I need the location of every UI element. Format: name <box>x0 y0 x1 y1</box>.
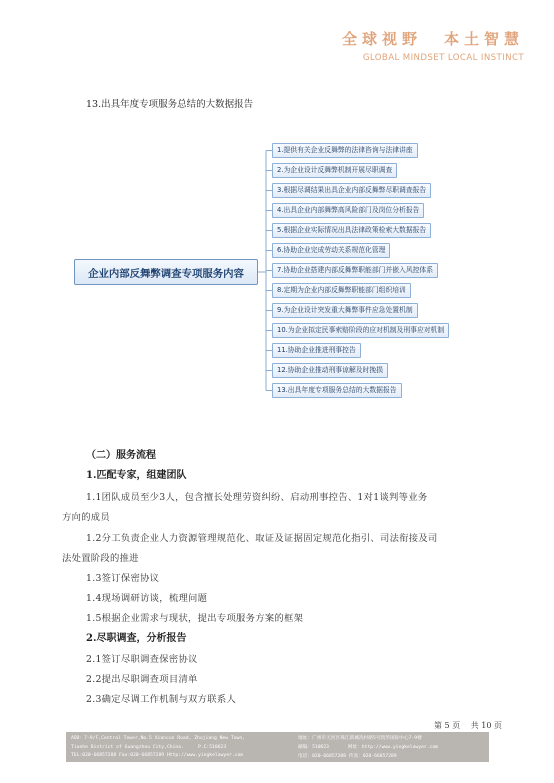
paragraph-1-1b: 方向的成员 <box>62 512 110 523</box>
paragraph-1-4: 1.4现场调研访谈，梳理问题 <box>86 593 208 604</box>
mindmap-branch-13: 13.出具年度专项服务总结的大数据报告 <box>272 383 402 398</box>
brand-slogan-cn-left: 全球视野 <box>341 30 422 48</box>
heading-2: 2.尽职调查，分析报告 <box>86 633 187 644</box>
paragraph-1-2b: 法处置阶段的推进 <box>62 553 139 564</box>
mindmap-branch-11: 11.协助企业推进刑事控告 <box>272 343 361 358</box>
footer-en-district: Tianhe District of Guangzhou City,China. P.C:510623 <box>71 745 227 750</box>
paragraph-2-2: 2.2提出尽职调查项目清单 <box>86 674 198 685</box>
mindmap-branch-2: 2.为企业设计反舞弊机制开展尽职调查 <box>272 163 397 178</box>
footer-en-contact: TEL:020-66857288 Fax:020-66857289 Http://www.yingkelawyer.com <box>71 753 244 758</box>
mindmap-branch-3: 3.根据尽调结果出具企业内部反舞弊尽职调查报告 <box>272 183 431 198</box>
mindmap-branch-7: 7.协助企业搭建内部反舞弊职能部门并嵌入风控体系 <box>272 263 438 278</box>
mindmap-root: 企业内部反舞弊调查专项服务内容 <box>74 259 258 285</box>
intro-line: 13.出具年度专项服务总结的大数据报告 <box>86 99 254 110</box>
mindmap-branch-6: 6.协助企业完成劳动关系规范化管理 <box>272 243 390 258</box>
heading-1: 1.匹配专家，组建团队 <box>86 470 187 481</box>
mindmap-branch-1: 1.提供有关企业反舞弊的法律咨询与法律讲座 <box>272 143 418 158</box>
mindmap-branch-12: 12.协助企业推动刑事谅解及时挽损 <box>272 363 388 378</box>
footer-en-address: ADD：7-9/F,Central Tower,No.5 Xiancun Road, Zhujiang New Town, <box>71 736 246 741</box>
paragraph-1-5: 1.5根据企业需求与现状，提出专项服务方案的框架 <box>86 613 304 624</box>
paragraph-1-2a: 1.2分工负责企业人力资源管理规范化、取证及证据固定规范化指引、司法衔接及司 <box>86 533 438 544</box>
mindmap-branch-5: 5.根据企业实际情况出具法律政策检索大数据报告 <box>272 223 431 238</box>
paragraph-1-1a: 1.1团队成员至少3人，包含擅长处理劳资纠纷、启动刑事控告、1对1谈判等业务 <box>86 492 428 503</box>
page-number: 第 5 页 共 10 页 <box>434 721 502 730</box>
mindmap-branch-9: 9.为企业设计突发重大舞弊事件应急处置机制 <box>272 303 418 318</box>
footer <box>66 732 489 762</box>
paragraph-1-3: 1.3签订保密协议 <box>86 573 160 584</box>
paragraph-2-1: 2.1签订尽职调查保密协议 <box>86 654 198 665</box>
mindmap-branch-4: 4.出具企业内部舞弊高风险部门及岗位分析报告 <box>272 203 424 218</box>
brand-slogan-cn-right: 本土智慧 <box>443 30 524 48</box>
footer-cn-postcode: 邮编：510623 网址：http://www.yingkelawyer.com <box>298 745 439 750</box>
section-title: （二）服务流程 <box>86 450 156 461</box>
mindmap-branch-8: 8.定期为企业内部反舞弊职能部门组织培训 <box>272 283 411 298</box>
paragraph-2-3: 2.3确定尽调工作机制与双方联系人 <box>86 694 237 705</box>
footer-cn-contact: 电话：020-66857288 传真：020-66857289 <box>298 754 397 759</box>
mindmap-branch-10: 10.为企业拟定民事索赔阶段的应对机制及刑事应对机制 <box>272 323 449 338</box>
brand-slogan-en: GLOBAL MINDSET LOCAL INSTINCT <box>362 53 524 63</box>
footer-cn-address: 地址：广州市天河区珠江新城冼村路5号凯华国际中心7-9楼 <box>298 736 422 741</box>
